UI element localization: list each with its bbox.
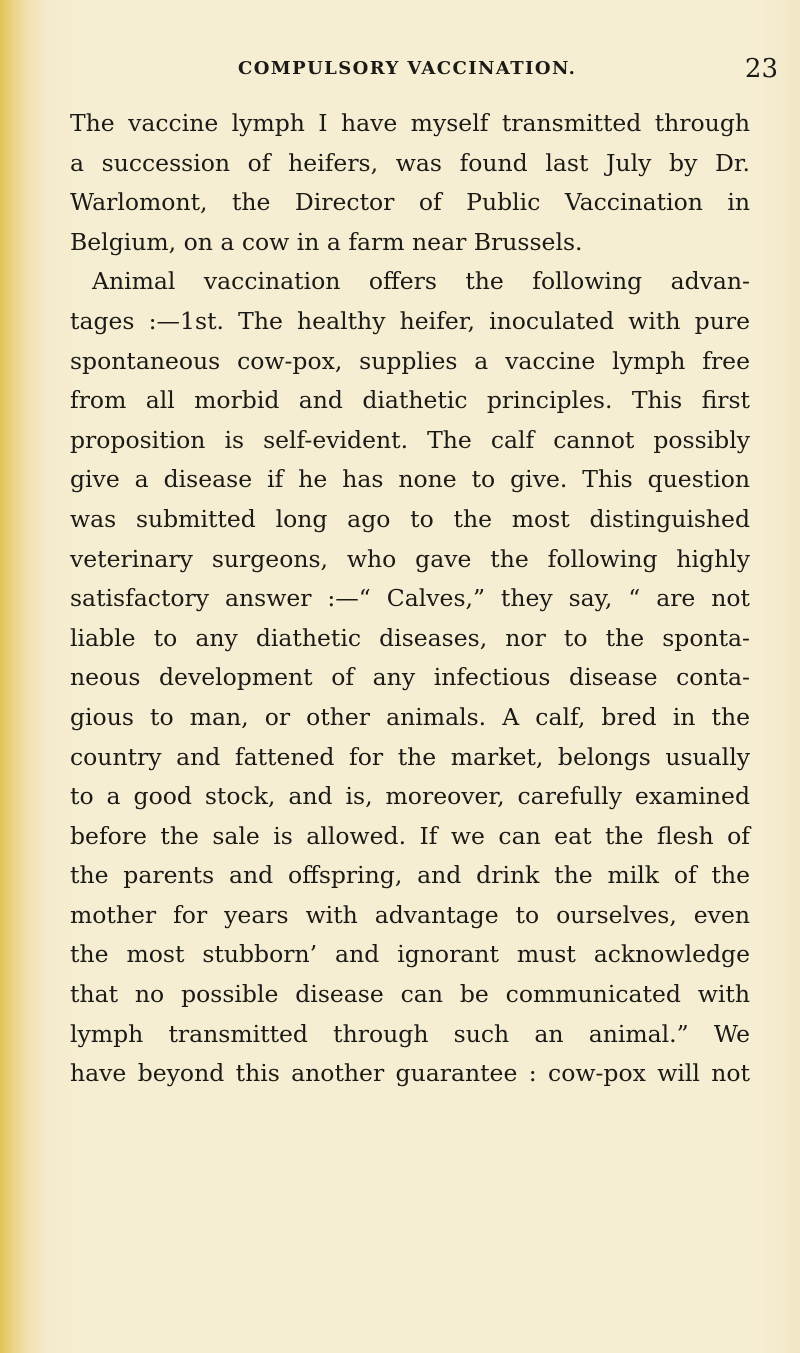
text-line: neous development of any infectious disease conta- <box>70 663 750 692</box>
text-line: that no possible disease can be communicated with <box>70 980 750 1009</box>
text-line: spontaneous cow-pox, supplies a vaccine lymph free <box>70 346 750 375</box>
running-head <box>238 54 778 92</box>
text-line: give a disease if he has none to give. This question <box>70 465 750 494</box>
text-line: a succession of heifers, was found last July by Dr. <box>70 148 750 177</box>
text-line: was submitted long ago to the most distinguished <box>70 504 750 533</box>
text-line: satisfactory answer :—“ Calves,” they say, “ are not <box>70 584 750 613</box>
text-line: the most stubborn’ and ignorant must acknowledge <box>70 940 750 969</box>
text-line: The vaccine lymph I have myself transmitted through <box>70 109 750 137</box>
text-line: Animal vaccination offers the following advan- <box>92 267 750 296</box>
text-line: Belgium, on a cow in a farm near Brussels. <box>70 227 583 256</box>
page-number: 23 <box>744 54 778 84</box>
text-line: liable to any diathetic diseases, nor to the sponta- <box>70 623 750 652</box>
text-line: tages :—1st. The healthy heifer, inoculated with pure <box>70 306 750 335</box>
text-line: proposition is self-evident. The calf cannot possibly <box>70 425 750 454</box>
text-line: to a good stock, and is, moreover, carefully examined <box>70 782 750 811</box>
body-text <box>70 104 750 1094</box>
text-line: Warlomont, the Director of Public Vaccination in <box>70 188 750 217</box>
text-line: have beyond this another guarantee : cow-pox will not <box>70 1059 750 1088</box>
text-line: veterinary surgeons, who gave the following highly <box>70 544 750 573</box>
text-line: from all morbid and diathetic principles. This first <box>70 386 750 415</box>
running-title: COMPULSORY VACCINATION. <box>238 58 577 79</box>
text-line: country and fattened for the market, belongs usually <box>70 742 750 771</box>
text-line: lymph transmitted through such an animal.” We <box>70 1019 750 1048</box>
text-line: mother for years with advantage to ourselves, even <box>70 900 750 929</box>
text-line: gious to man, or other animals. A calf, bred in the <box>70 702 750 731</box>
text-line: before the sale is allowed. If we can eat the flesh of <box>70 821 750 850</box>
text-line: the parents and offspring, and drink the milk of the <box>70 861 750 890</box>
